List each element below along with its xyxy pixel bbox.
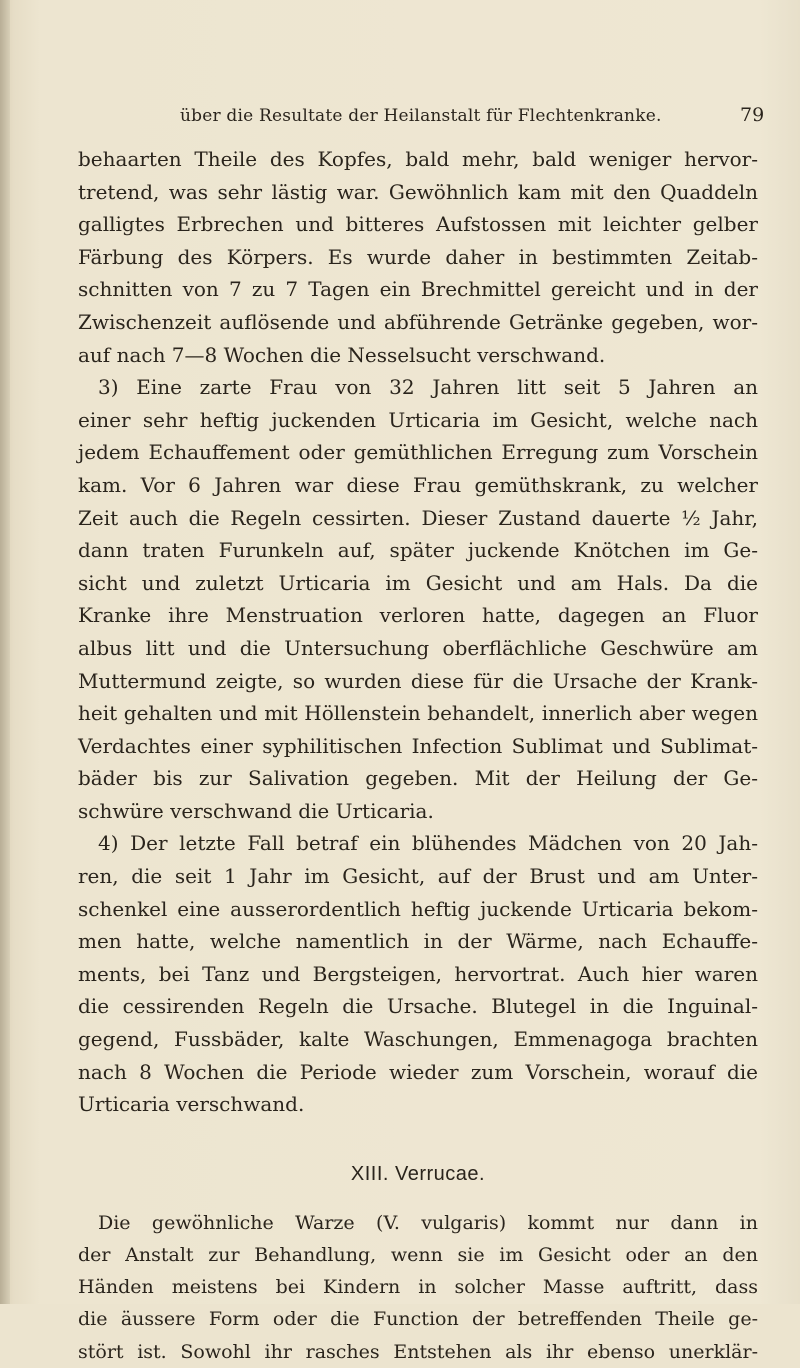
text-line: gegend, Fussbäder, kalte Waschungen, Emmenagoga brachten <box>78 1027 758 1052</box>
text-line: Färbung des Körpers. Es wurde daher in bestimmten Zeitab- <box>78 244 758 269</box>
text-line: Zwischenzeit auflösende und abführende Getränke gegeben, wor- <box>78 309 758 334</box>
text-line: Kranke ihre Menstruation verloren hatte, dagegen an Fluor <box>78 603 758 628</box>
page-binding-edge <box>0 0 10 1304</box>
text-line: schenkel eine ausserordentlich heftig juckende Urticaria bekom- <box>78 896 758 921</box>
text-line: heit gehalten und mit Höllenstein behandelt, innerlich aber wegen <box>78 701 758 726</box>
text-line: Urticaria verschwand. <box>78 1092 305 1117</box>
text-line: 3) Eine zarte Frau von 32 Jahren litt seit 5 Jahren an <box>98 375 758 400</box>
text-line: schwüre verschwand die Urticaria. <box>78 798 434 823</box>
running-title: über die Resultate der Heilanstalt für Flechtenkranke. <box>180 106 662 126</box>
text-line: jedem Echauffement oder gemüthlichen Erregung zum Vorschein <box>78 440 758 465</box>
text-line: die cessirenden Regeln die Ursache. Blutegel in die Inguinal- <box>78 994 758 1019</box>
text-line: schnitten von 7 zu 7 Tagen ein Brechmittel gereicht und in der <box>78 277 758 302</box>
text-line: kam. Vor 6 Jahren war diese Frau gemüthskrank, zu welcher <box>78 472 758 497</box>
text-line: bäder bis zur Salivation gegeben. Mit der Heilung der Ge- <box>78 766 758 791</box>
text-line: Verdachtes einer syphilitischen Infection Sublimat und Sublimat- <box>78 733 758 758</box>
text-line: Muttermund zeigte, so wurden diese für die Ursache der Krank- <box>78 668 758 693</box>
page-number: 79 <box>740 104 765 126</box>
text-line: Die gewöhnliche Warze (V. vulgaris) kommt nur dann in <box>98 1211 758 1234</box>
text-line: der Anstalt zur Behandlung, wenn sie im Gesicht oder an den <box>78 1244 758 1266</box>
text-line: nach 8 Wochen die Periode wieder zum Vorschein, worauf die <box>78 1059 758 1084</box>
text-line: Händen meistens bei Kindern in solcher Masse auftritt, dass <box>78 1276 758 1299</box>
body-text <box>78 143 758 1368</box>
text-line: einer sehr heftig juckenden Urticaria im Gesicht, welche nach <box>78 407 758 432</box>
text-line: Zeit auch die Regeln cessirten. Dieser Zustand dauerte ½ Jahr, <box>78 505 758 530</box>
text-line: die äussere Form oder die Function der betreffenden Theile ge- <box>78 1308 758 1331</box>
text-line: 4) Der letzte Fall betraf ein blühendes Mädchen von 20 Jah- <box>98 831 758 856</box>
text-line: stört ist. Sowohl ihr rasches Entstehen als ihr ebenso unerklär- <box>78 1340 758 1363</box>
text-line: tretend, was sehr lästig war. Gewöhnlich kam mit den Quaddeln <box>78 179 758 204</box>
text-line: galligtes Erbrechen und bitteres Aufstossen mit leichter gelber <box>78 212 758 237</box>
text-line: albus litt und die Untersuchung oberflächliche Geschwüre am <box>78 635 758 660</box>
text-line: behaarten Theile des Kopfes, bald mehr, bald weniger hervor- <box>78 147 758 171</box>
text-line: dann traten Furunkeln auf, später juckende Knötchen im Ge- <box>78 538 758 563</box>
section-heading: XIII. Verrucae. <box>350 1162 486 1185</box>
text-line: ments, bei Tanz und Bergsteigen, hervortrat. Auch hier waren <box>78 961 758 986</box>
text-line: men hatte, welche namentlich in der Wärme, nach Echauffe- <box>78 929 758 954</box>
text-line: ren, die seit 1 Jahr im Gesicht, auf der Brust und am Unter- <box>78 864 758 889</box>
text-line: sicht und zuletzt Urticaria im Gesicht und am Hals. Da die <box>78 570 758 595</box>
text-line: auf nach 7—8 Wochen die Nesselsucht verschwand. <box>78 342 606 367</box>
